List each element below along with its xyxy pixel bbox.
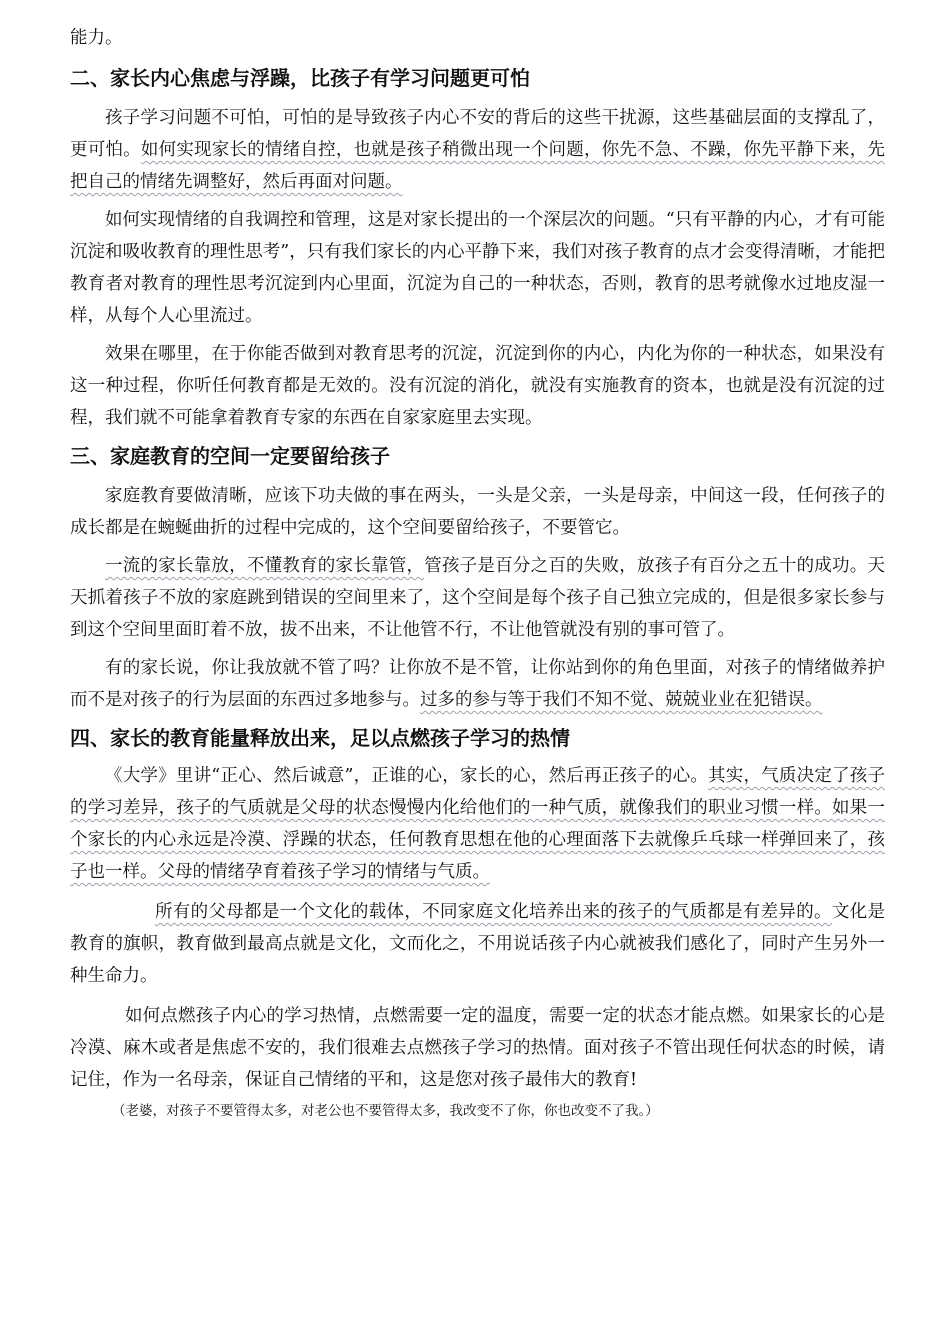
section-2-paragraph-3: 效果在哪里，在于你能否做到对教育思考的沉淀，沉淀到你的内心，内化为你的一种状态，如果没有这一种过程，你听任何教育都是无效的。没有沉淀的消化，就没有实施教育的资本，也就是没有沉淀的过程，我们就不可能拿着教育专家的东西在自家家庭里去实现。 [70, 344, 885, 428]
section-3-paragraph-3 [70, 652, 885, 716]
closing-note: （老婆，对孩子不要管得太多，对老公也不要管得太多，我改变不了你，你也改变不了我。） [112, 1103, 659, 1119]
section-2-paragraph-1 [70, 102, 885, 198]
section-3-paragraph-2b: 管孩子是百分之百的失败，放孩子有百分之五十的成功。天天抓着孩子不放的家庭跳到错误的空间里来了，这个空间是每个孩子自己独立完成的，但是很多家长参与到这个空间里面盯着不放，拔不出来，不让他管不行，不让他管就没有别的事可管了。 [70, 556, 885, 640]
section-2-paragraph-2: 如何实现情绪的自我调控和管理，这是对家长提出的一个深层次的问题。“只有平静的内心，才有可能沉淀和吸收教育的理性思考”，只有我们家长的内心平静下来，我们对孩子教育的点才会变得清晰，才能把教育者对教育的理性思考沉淀到内心里面，沉淀为自己的一种状态，否则，教育的思考就像水过地皮湿一样，从每个人心里流过。 [70, 210, 885, 326]
section-4-paragraph-1a: 《大学》里讲“正心、然后诚意”，正谁的心，家长的心，然后再正孩子的心。 [105, 766, 709, 786]
section-3-paragraph-2a: 一流的家长靠放，不懂教育的家长靠管， [105, 556, 425, 576]
section-2-paragraph-1a: 孩子学习问题不可怕，可怕的是导致孩子内心不安的背后的这些干扰源，这些基础层面的支撑乱了，更可怕。 [70, 108, 885, 160]
section-3-paragraph-3a: 有的家长说，你让我放就不管了吗？让你放不是不管，让你站到你的角色里面，对孩子的情绪做养护而不是对孩子的行为层面的东西过多地参与。 [70, 658, 885, 710]
section-3-heading: 三、家庭教育的空间一定要留给孩子 [70, 444, 390, 468]
section-3-paragraph-2 [70, 550, 885, 646]
section-3-paragraph-1: 家庭教育要做清晰，应该下功夫做的事在两头，一头是父亲，一头是母亲，中间这一段，任何孩子的成长都是在蜿蜒曲折的过程中完成的，这个空间要留给孩子，不要管它。 [70, 486, 885, 538]
section-2-heading: 二、家长内心焦虑与浮躁，比孩子有学习问题更可怕 [70, 66, 530, 90]
section-2-paragraph-1b: 如何实现家长的情绪自控，也就是孩子稍微出现一个问题，你先不急、不躁，你先平静下来，先把自己的情绪先调整好，然后再面对问题。 [70, 140, 885, 192]
top-fragment: 能力。 [70, 28, 123, 48]
section-4-paragraph-3: 如何点燃孩子内心的学习热情，点燃需要一定的温度，需要一定的状态才能点燃。如果家长的心是冷漠、麻木或者是焦虑不安的，我们很难去点燃孩子学习的热情。面对孩子不管出现任何状态的时候，请记住，作为一名母亲，保证自己情绪的平和，这是您对孩子最伟大的教育! [70, 1006, 885, 1090]
section-4-paragraph-2a: 所有的父母都是一个文化的载体，不同家庭文化培养出来的孩子的气质都是有差异的。 [155, 902, 832, 922]
section-4-paragraph-2b: 文化是教育的旗帜，教育做到最高点就是文化，文而化之，不用说话孩子内心就被我们感化了，同时产生另外一种生命力。 [70, 902, 885, 986]
section-3-paragraph-3b: 过多的参与等于我们不知不觉、兢兢业业在犯错误。 [420, 690, 823, 710]
section-4-heading: 四、家长的教育能量释放出来，足以点燃孩子学习的热情 [70, 726, 570, 750]
section-4-paragraph-1 [70, 760, 885, 888]
section-4-paragraph-2 [70, 896, 885, 992]
document-page [70, 0, 885, 1122]
section-4-paragraph-1b: 其实，气质决定了孩子的学习差异，孩子的气质就是父母的状态慢慢内化给他们的一种气质，就像我们的职业习惯一样。如果一个家长的内心永远是冷漠、浮躁的状态，任何教育思想在他的心理面落下去就像乒乓球一样弹回来了，孩子也一样。父母的情绪孕育着孩子学习的情绪与气质。 [70, 766, 886, 882]
